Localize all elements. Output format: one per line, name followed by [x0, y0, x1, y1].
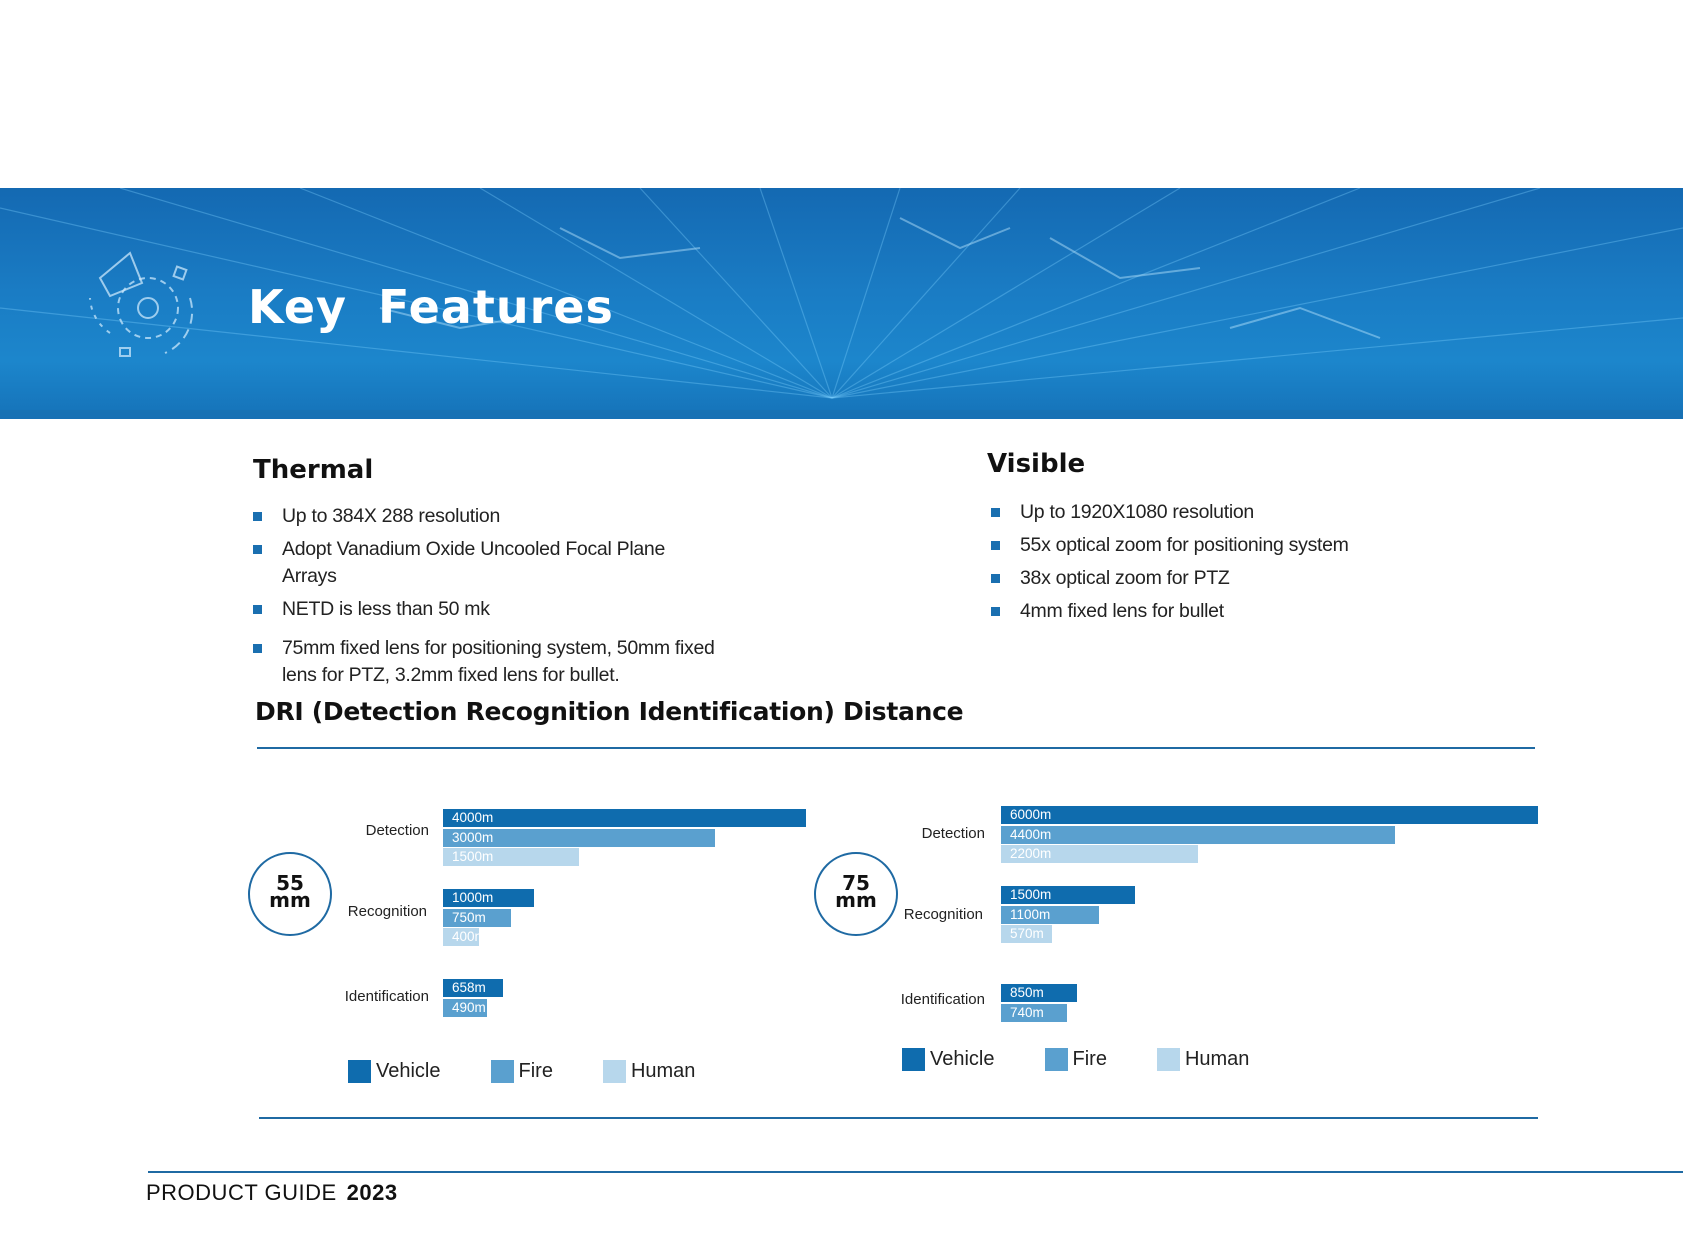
legend-item-human: Human: [1157, 1048, 1249, 1071]
bar-value-label: 1100m: [1010, 906, 1051, 922]
list-item: 4mm fixed lens for bullet: [991, 598, 1491, 625]
footer: [146, 1180, 398, 1206]
category-label: Identification: [900, 991, 985, 1008]
bar-vehicle: [443, 979, 503, 997]
bar-value-label: 490m: [452, 999, 486, 1015]
chart-legend: [902, 1048, 1299, 1071]
lens-badge: 55 mm: [248, 852, 332, 936]
list-item: 38x optical zoom for PTZ: [991, 565, 1491, 592]
legend-swatch: [491, 1060, 514, 1083]
list-item: NETD is less than 50 mk: [253, 596, 723, 623]
bar-fire: [1001, 826, 1395, 844]
visible-feature-list: [991, 499, 1491, 625]
bar-value-label: 740m: [1010, 1004, 1044, 1020]
bullet-icon: [991, 574, 1000, 583]
bullet-icon: [991, 607, 1000, 616]
page-title: Key Features: [248, 280, 614, 334]
bar-fire: [443, 999, 487, 1017]
bar-value-label: 400m: [452, 929, 486, 944]
legend-swatch: [902, 1048, 925, 1071]
legend-swatch: [348, 1060, 371, 1083]
dri-heading: DRI (Detection Recognition Identification) Distance: [255, 697, 964, 726]
bar-human: [1001, 845, 1198, 863]
bar-vehicle: [1001, 806, 1538, 824]
footer-label: PRODUCT GUIDE: [146, 1180, 337, 1205]
divider: [259, 1117, 1538, 1119]
bar-value-label: 658m: [452, 980, 486, 995]
list-item: Up to 1920X1080 resolution: [991, 499, 1491, 526]
bar-human: [443, 928, 486, 946]
bar-fire: [1001, 906, 1099, 924]
bar-value-label: 750m: [452, 909, 486, 925]
bar-value-label: 1000m: [452, 890, 494, 905]
thermal-heading: Thermal: [253, 455, 374, 485]
bar-vehicle: [1001, 886, 1135, 904]
bar-value-label: 4000m: [452, 810, 494, 825]
category-label: Detection: [921, 825, 985, 842]
bullet-icon: [253, 512, 262, 521]
chart-legend: [348, 1060, 745, 1083]
lens-badge: 75 mm: [814, 852, 898, 936]
category-label: Detection: [365, 822, 429, 839]
bar-value-label: 3000m: [452, 829, 494, 845]
bar-value-label: 6000m: [1010, 807, 1052, 822]
bullet-icon: [991, 508, 1000, 517]
legend-item-fire: Fire: [1045, 1048, 1107, 1071]
list-item: Adopt Vanadium Oxide Uncooled Focal Plane Arrays: [253, 536, 723, 590]
bar-fire: [443, 829, 715, 847]
bar-fire: [443, 909, 511, 927]
list-item: 75mm fixed lens for positioning system, 50mm fixed lens for PTZ, 3.2mm fixed lens for bullet.: [253, 635, 723, 689]
footer-divider: [148, 1171, 1683, 1173]
legend-swatch: [1045, 1048, 1068, 1071]
category-label: Identification: [344, 988, 429, 1005]
category-label: Recognition: [903, 906, 983, 923]
bullet-icon: [253, 644, 262, 653]
header-banner: [0, 188, 1683, 419]
bar-human: [443, 848, 579, 866]
bar-value-label: 1500m: [452, 849, 494, 864]
legend-item-vehicle: Vehicle: [348, 1060, 441, 1083]
thermal-feature-list: [253, 503, 723, 689]
legend-item-human: Human: [603, 1060, 695, 1083]
visible-heading: Visible: [987, 449, 1086, 479]
divider: [257, 747, 1535, 749]
legend-swatch: [1157, 1048, 1180, 1071]
bar-vehicle: [443, 809, 806, 827]
bar-value-label: 850m: [1010, 985, 1044, 1000]
gear-icon: [70, 238, 220, 378]
list-item: 55x optical zoom for positioning system: [991, 532, 1491, 559]
bullet-icon: [991, 541, 1000, 550]
legend-item-fire: Fire: [491, 1060, 553, 1083]
bullet-icon: [253, 605, 262, 614]
bar-value-label: 570m: [1010, 926, 1044, 941]
bar-value-label: 4400m: [1010, 826, 1052, 842]
bullet-icon: [253, 545, 262, 554]
bar-value-label: 2200m: [1010, 846, 1052, 861]
bar-human: [1001, 925, 1052, 943]
bar-fire: [1001, 1004, 1067, 1022]
bar-value-label: 1500m: [1010, 887, 1052, 902]
legend-swatch: [603, 1060, 626, 1083]
legend-item-vehicle: Vehicle: [902, 1048, 995, 1071]
footer-year: 2023: [346, 1180, 398, 1205]
list-item: Up to 384X 288 resolution: [253, 503, 723, 530]
bar-vehicle: [443, 889, 534, 907]
category-label: Recognition: [347, 903, 427, 920]
bar-vehicle: [1001, 984, 1077, 1002]
